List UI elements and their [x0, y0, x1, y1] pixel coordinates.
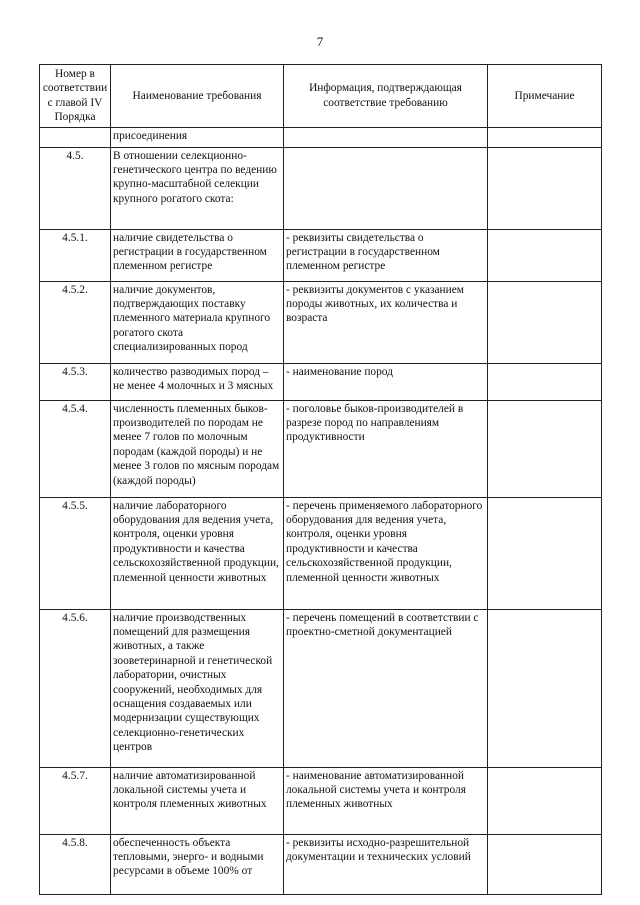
row-note [488, 363, 602, 400]
row-info [284, 127, 488, 147]
table-row [40, 400, 602, 497]
row-number: 4.5.7. [40, 767, 111, 834]
row-requirement: присоединения [111, 127, 284, 147]
requirements-table [39, 64, 602, 895]
table-row [40, 609, 602, 767]
table-header-row [40, 65, 602, 128]
table-row [40, 767, 602, 834]
row-number: 4.5.8. [40, 834, 111, 894]
row-note [488, 400, 602, 497]
row-info: - поголовье быков-производителей в разрезе пород по направлениям продуктивности [284, 400, 488, 497]
row-note [488, 834, 602, 894]
row-requirement: наличие производственных помещений для размещения животных, а также зооветеринарной и генетической лаборатории, очистных сооружений, необходимых для оснащения создаваемых или модернизации существующих селекционно-генетических центров [111, 609, 284, 767]
row-note [488, 767, 602, 834]
table-row [40, 229, 602, 281]
row-note [488, 281, 602, 363]
header-requirement: Наименование требования [111, 65, 284, 128]
section-heading: В отношении селекционно-генетического центра по ведению крупно-масштабной селекции крупного рогатого скота: [111, 147, 284, 229]
row-info: - перечень помещений в соответствии с проектно-сметной документацией [284, 609, 488, 767]
row-requirement: наличие лабораторного оборудования для ведения учета, контроля, оценки уровня продуктивности и качества сельскохозяйственной продукции, племенной ценности животных [111, 497, 284, 609]
table-row [40, 497, 602, 609]
table-row [40, 147, 602, 229]
row-info: - реквизиты свидетельства о регистрации в государственном племенном регистре [284, 229, 488, 281]
row-info: - наименование пород [284, 363, 488, 400]
row-info: - перечень применяемого лабораторного оборудования для ведения учета, контроля, оценки уровня продуктивности и качества сельскохозяйственной продукции, племенной ценности животных [284, 497, 488, 609]
row-note [488, 127, 602, 147]
row-note [488, 229, 602, 281]
row-requirement: наличие автоматизированной локальной системы учета и контроля племенных животных [111, 767, 284, 834]
row-requirement: обеспеченность объекта тепловыми, энерго- и водными ресурсами в объеме 100% от [111, 834, 284, 894]
row-number: 4.5.2. [40, 281, 111, 363]
row-note [488, 609, 602, 767]
row-number: 4.5.4. [40, 400, 111, 497]
row-note [488, 147, 602, 229]
header-info: Информация, подтверждающая соответствие требованию [284, 65, 488, 128]
table-row [40, 127, 602, 147]
table-row [40, 834, 602, 894]
row-note [488, 497, 602, 609]
page-number: 7 [316, 34, 324, 49]
row-number: 4.5.6. [40, 609, 111, 767]
row-info: - реквизиты исходно-разрешительной документации и технических условий [284, 834, 488, 894]
row-requirement: численность племенных быков-производителей по породам не менее 7 голов по молочным породам (каждой породы) и не менее 3 голов по мясным породам (каждой породы) [111, 400, 284, 497]
row-requirement: количество разводимых пород – не менее 4 молочных и 3 мясных [111, 363, 284, 400]
row-info: - наименование автоматизированной локальной системы учета и контроля племенных животных [284, 767, 488, 834]
header-note: Примечание [488, 65, 602, 128]
row-requirement: наличие свидетельства о регистрации в государственном племенном регистре [111, 229, 284, 281]
header-number: Номер в соответствии с главой IV Порядка [40, 65, 111, 128]
table-row [40, 281, 602, 363]
row-info: - реквизиты документов с указанием породы животных, их количества и возраста [284, 281, 488, 363]
row-number [40, 127, 111, 147]
table-row [40, 363, 602, 400]
row-number: 4.5.1. [40, 229, 111, 281]
row-number: 4.5.3. [40, 363, 111, 400]
row-number: 4.5. [40, 147, 111, 229]
row-requirement: наличие документов, подтверждающих поставку племенного материала крупного рогатого скота специализированных пород [111, 281, 284, 363]
row-info [284, 147, 488, 229]
row-number: 4.5.5. [40, 497, 111, 609]
